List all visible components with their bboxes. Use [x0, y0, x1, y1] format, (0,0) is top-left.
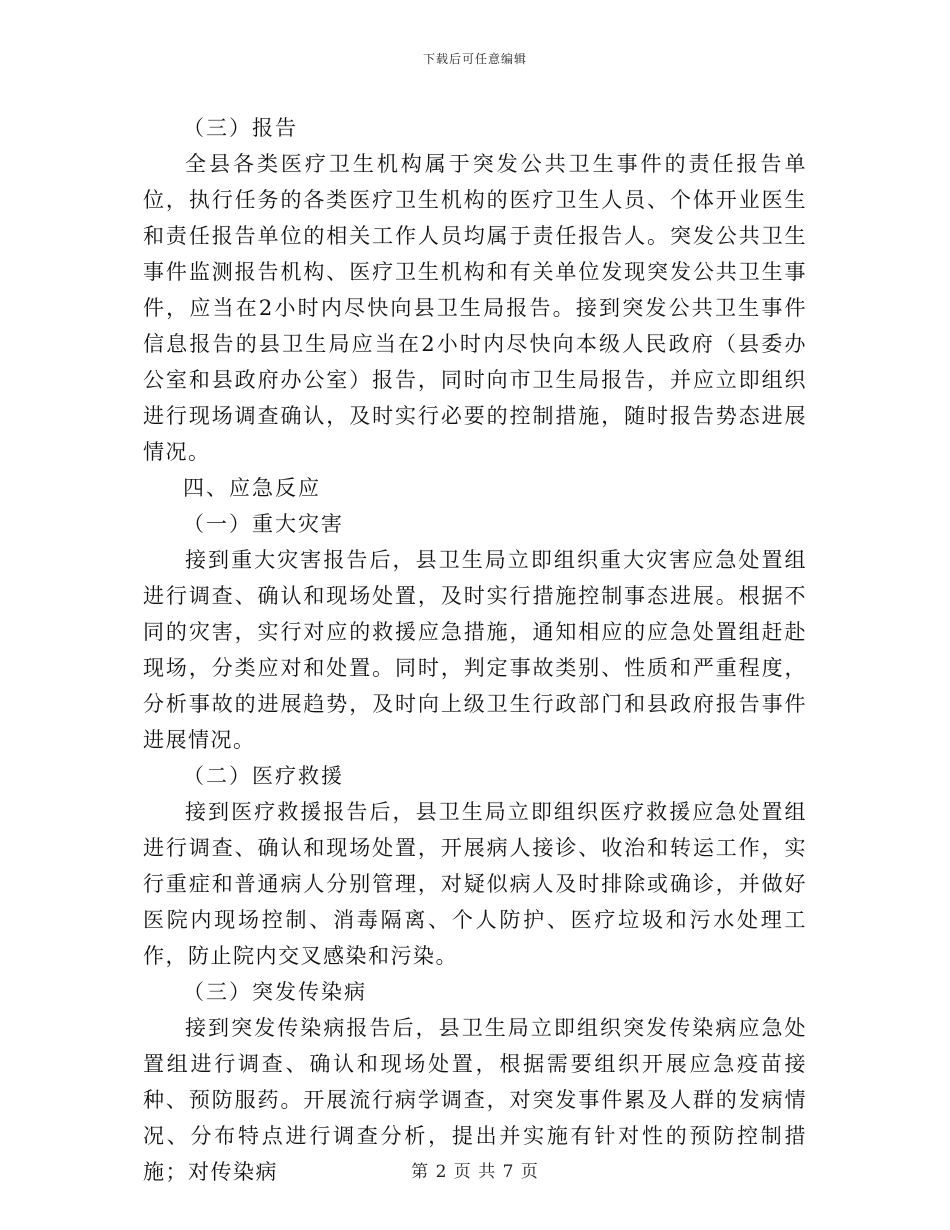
section-heading-report: （三）报告: [183, 116, 298, 140]
paragraph-infectious-disease: 接到突发传染病报告后，县卫生局立即组织突发传染病应急处置组进行调查、确认和现场处置，根据需要组织开展应急疫苗接种、预防服药。开展流行病学调查，对突发事件累及人群的发病情况、分布特点进行调查分析，提出并实施有针对性的预防控制措施；对传染病: [143, 1016, 807, 1184]
paragraph-major-disaster: 接到重大灾害报告后，县卫生局立即组织重大灾害应急处置组进行调查、确认和现场处置，及时实行措施控制事态进展。根据不同的灾害，实行对应的救援应急措施，通知相应的应急处置组赶赴现场，分类应对和处置。同时，判定事故类别、性质和严重程度，分析事故的进展趋势，及时向上级卫生行政部门和县政府报告事件进展情况。: [143, 548, 807, 752]
section-heading-major-disaster: （一）重大灾害: [183, 512, 344, 536]
document-body: [143, 110, 807, 1190]
paragraph-report: 全县各类医疗卫生机构属于突发公共卫生事件的责任报告单位，执行任务的各类医疗卫生机构的医疗卫生人员、个体开业医生和责任报告单位的相关工作人员均属于责任报告人。突发公共卫生事件监测报告机构、医疗卫生机构和有关单位发现突发公共卫生事件，应当在2小时内尽快向县卫生局报告。接到突发公共卫生事件信息报告的县卫生局应当在2小时内尽快向本级人民政府（县委办公室和县政府办公室）报告，同时向市卫生局报告，并应立即组织进行现场调查确认，及时实行必要的控制措施，随时报告势态进展情况。: [143, 152, 807, 464]
paragraph-medical-rescue: 接到医疗救援报告后，县卫生局立即组织医疗救援应急处置组进行调查、确认和现场处置，开展病人接诊、收治和转运工作，实行重症和普通病人分别管理，对疑似病人及时排除或确诊，并做好医院内现场控制、消毒隔离、个人防护、医疗垃圾和污水处理工作，防止院内交叉感染和污染。: [143, 800, 807, 968]
page-header: 下载后可任意编辑: [422, 52, 527, 66]
section-heading-emergency-response: 四、应急反应: [183, 476, 321, 500]
section-heading-medical-rescue: （二）医疗救援: [183, 764, 344, 788]
section-heading-infectious-disease: （三）突发传染病: [183, 980, 367, 1004]
page-footer: 第 2 页 共 7 页: [411, 1162, 539, 1182]
